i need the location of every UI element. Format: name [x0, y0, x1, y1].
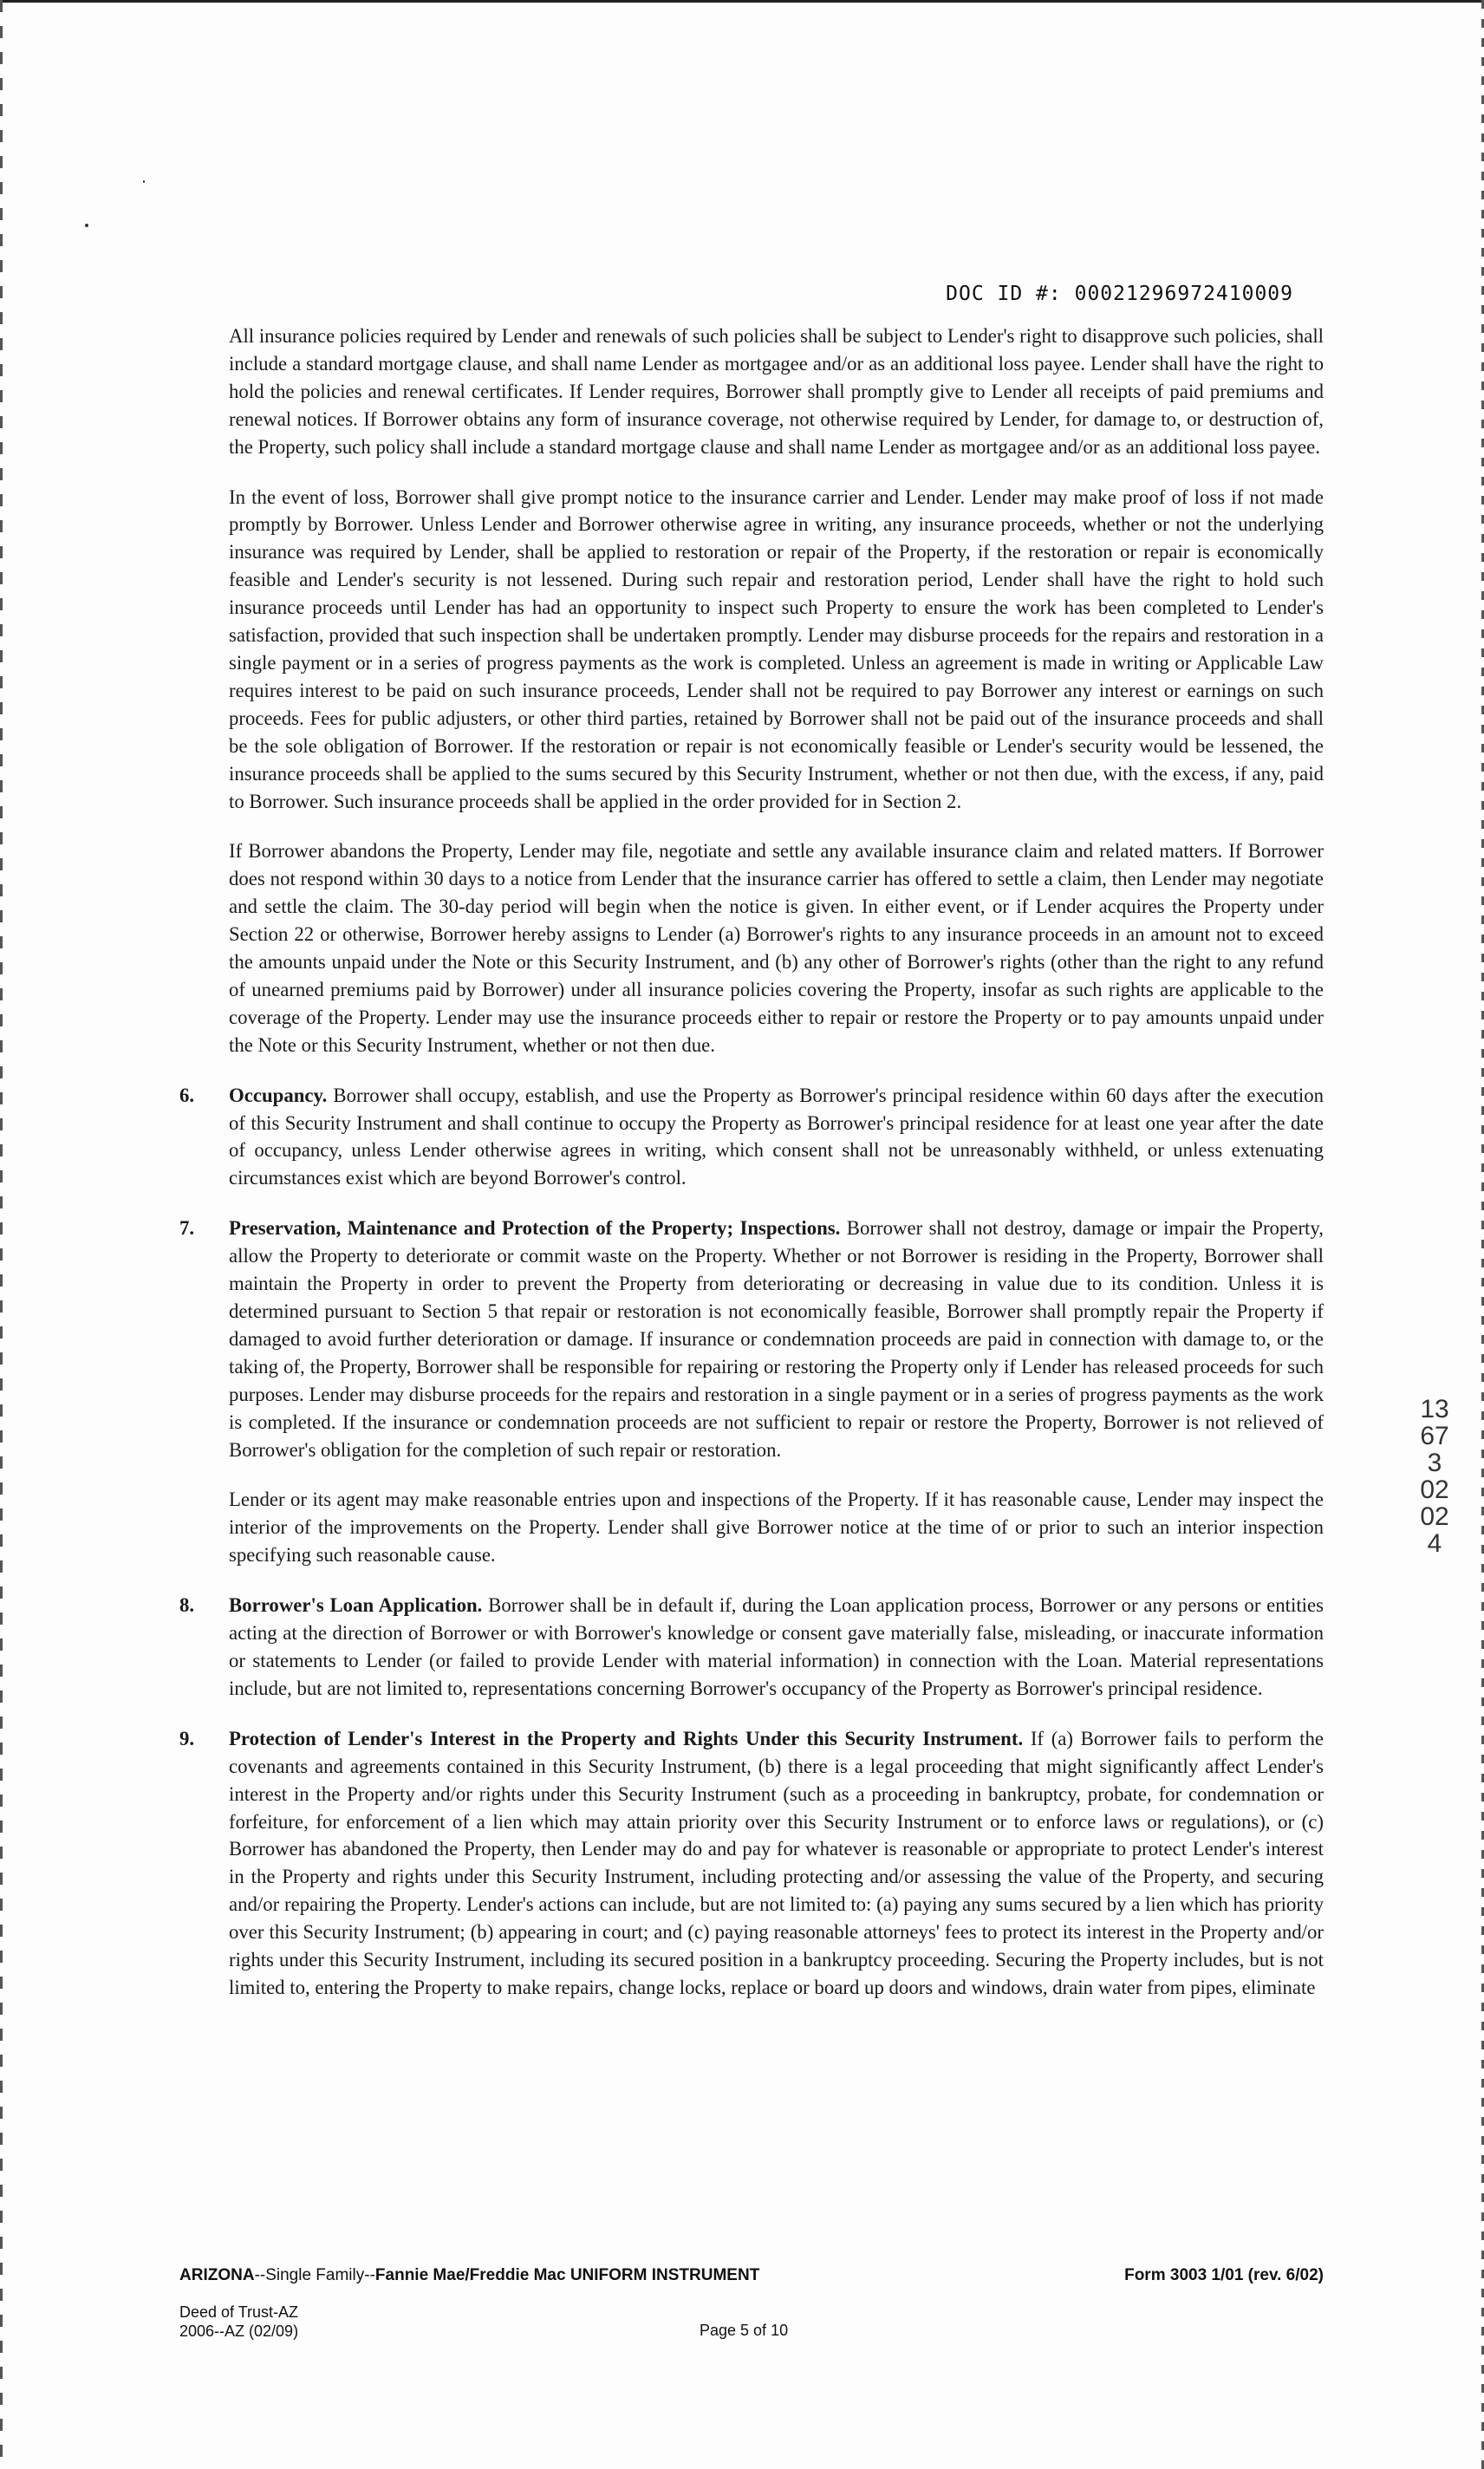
paragraph-insurance-policies: All insurance policies required by Lender and renewals of such policies shall be subject to Lender's right to disapprove such policies, shall include a standard mortgage clause, and shall name Lender as mortgagee and/or as an additional loss payee. Lender shall have the right to hold the policies and renewal certificates. If Lender requires, Borrower shall promptly give to Lender all receipts of paid premiums and renewal notices. If Borrower obtains any form of insurance coverage, not otherwise required by Lender, for damage to, or destruction of, the Property, such policy shall include a standard mortgage clause and shall name Lender as mortgagee and/or as an additional loss payee. — [229, 325, 1324, 458]
footer-title — [179, 2266, 759, 2285]
section-body — [229, 1592, 1324, 1703]
section-body — [229, 1725, 1324, 2002]
section-title: Borrower's Loan Application. — [229, 1594, 483, 1617]
footer-instrument: Fannie Mae/Freddie Mac UNIFORM INSTRUMENT — [374, 2266, 760, 2284]
scan-speck — [85, 224, 88, 227]
scan-left-edge — [0, 0, 3, 2469]
form-code: 2006--AZ (02/09) — [179, 2322, 299, 2340]
section-title: Preservation, Maintenance and Protection of the Property; Inspections. — [229, 1217, 841, 1240]
section-text: Borrower shall be in default if, during the Loan application process, Borrower or any persons or entities acting at the direction of Borrower or with Borrower's knowledge or consent gave materially false, misleading, or inaccurate information or statements to Lender (or failed to provide Lender with material information) in connection with the Loan. Material representations include, but are not limited to, representations concerning Borrower's occupancy of the Property as Borrower's principal residence. — [229, 1594, 1325, 1699]
section-7-preservation — [179, 1215, 1324, 1569]
scan-speck — [143, 180, 145, 183]
section-text: If (a) Borrower fails to perform the covenants and agreements contained in this Security Instrument, (b) there is a legal proceeding that might significantly affect Lender's interest in the Property and/or rights under this Security Instrument (such as a proceeding in bankruptcy, probate, for condemnation or forfeiture, for enforcement of a lien which may attain priority over this Security Instrument or to enforce laws or regulations), or (c) Borrower has abandoned the Property, then Lender may do and pay for whatever is reasonable or appropriate to protect Lender's interest in the Property and rights under this Security Instrument, including protecting and/or assessing the value of the Property, and securing and/or repairing the Property. Lender's actions can include, but are not limited to: (a) paying any sums secured by a lien which has priority over this Security Instrument; (b) appearing in court; and (c) paying reasonable attorneys' fees to protect its interest in the Property and/or rights under this Security Instrument, including its secured position in a bankruptcy proceeding. Securing the Property includes, but is not limited to, entering the Property to make repairs, change locks, replace or board up doors and windows, drain water from pipes, eliminate — [229, 1727, 1324, 1998]
section-text: Borrower shall not destroy, damage or impair the Property, allow the Property to deteriorate or commit waste on the Property. Whether or not Borrower is residing in the Property, Borrower shall maintain the Property in order to prevent the Property from deteriorating or decreasing in value due to its condition. Unless it is determined pursuant to Section 5 that repair or restoration is not economically feasible, Borrower shall promptly repair the Property if damaged to avoid further deterioration or damage. If insurance or condemnation proceeds are paid in connection with damage to, or the taking of, the Property, Borrower shall be responsible for repairing or restoring the Property only if Lender has released proceeds for such purposes. Lender may disburse proceeds for the repairs and restoration in a single payment or in a series of progress payments as the work is completed. If the insurance or condemnation proceeds are not sufficient to repair or restore the Property, Borrower is not relieved of Borrower's obligation for the completion of such repair or restoration. — [229, 1217, 1324, 1461]
form-number: Form 3003 1/01 (rev. 6/02) — [1124, 2266, 1324, 2284]
section-number: 7. — [179, 1217, 195, 1240]
section-number: 8. — [179, 1594, 195, 1617]
section-9-protection — [179, 1725, 1324, 2002]
margin-recording-stamp: 13673 0202 4 — [1420, 1395, 1449, 1558]
section-number: 9. — [179, 1727, 195, 1749]
scan-top-edge — [0, 0, 1484, 3]
document-body — [179, 322, 1324, 2024]
section-title: Protection of Lender's Interest in the Property and Rights Under this Security Instrument. — [229, 1727, 1024, 1749]
section-text-continued: Lender or its agent may make reasonable entries upon and inspections of the Property. If it has reasonable cause, Lender may inspect the interior of the improvements on the Property. Lender shall give Borrower notice at the time of or prior to such an interior inspection specifying such reasonable cause. — [229, 1489, 1324, 1567]
paragraph-abandonment: If Borrower abandons the Property, Lender may file, negotiate and settle any available insurance claim and related matters. If Borrower does not respond within 30 days to a notice from Lender that the insurance carrier has offered to settle a claim, then Lender may negotiate and settle the claim. The 30-day period will begin when the notice is given. In either event, or if Lender acquires the Property under Section 22 or otherwise, Borrower hereby assigns to Lender (a) Borrower's rights to any insurance proceeds in an amount not to exceed the amounts unpaid under the Note or this Security Instrument, and (b) any other of Borrower's rights (other than the right to any refund of unearned premiums paid by Borrower) under all insurance policies covering the Property, insofar as such rights are applicable to the coverage of the Property. Lender may use the insurance proceeds either to repair or restore the Property or to pay amounts unpaid under the Note or this Security Instrument, whether or not then due. — [229, 840, 1324, 1056]
paragraph-event-of-loss: In the event of loss, Borrower shall give prompt notice to the insurance carrier and Lender. Lender may make proof of loss if not made promptly by Borrower. Unless Lender and Borrower otherwise agree in writing, any insurance proceeds, whether or not the underlying insurance was required by Lender, shall be applied to restoration or repair of the Property, if the restoration or repair is economically feasible and Lender's security is not lessened. During such repair and restoration period, Lender shall have the right to hold such insurance proceeds until Lender has had an opportunity to inspect such Property to ensure the work has been completed to Lender's satisfaction, provided that such inspection shall be undertaken promptly. Lender may disburse proceeds for the repairs and restoration in a single payment or in a series of progress payments as the work is completed. Unless an agreement is made in writing or Applicable Law requires interest to be paid on such insurance proceeds, Lender shall not be required to pay Borrower any interest or earnings on such proceeds. Fees for public adjusters, or other third parties, retained by Borrower shall not be paid out of the insurance proceeds and shall be the sole obligation of Borrower. If the restoration or repair is not economically feasible or Lender's security would be lessened, the insurance proceeds shall be applied to the sums secured by this Security Instrument, whether or not then due, with the excess, if any, paid to Borrower. Such insurance proceeds shall be applied in the order provided for in Section 2. — [229, 485, 1324, 812]
page-number: Page 5 of 10 — [700, 2322, 789, 2339]
section-text: Borrower shall occupy, establish, and use the Property as Borrower's principal residence within 60 days after the execution of this Security Instrument and shall continue to occupy the Property as Borrower's principal residence for at least one year after the date of occupancy, unless Lender otherwise agrees in writing, which consent shall not be unreasonably withheld, or unless extenuating circumstances exist which are beyond Borrower's control. — [229, 1084, 1324, 1189]
section-6-occupancy — [179, 1082, 1324, 1193]
deed-label: Deed of Trust-AZ — [179, 2303, 299, 2321]
section-body — [229, 1082, 1324, 1193]
section-number: 6. — [179, 1084, 195, 1106]
footer-separator: --Single Family-- — [254, 2266, 375, 2284]
footer-state: ARIZONA — [179, 2266, 255, 2284]
page-footer — [179, 2266, 1324, 2340]
section-8-loan-application — [179, 1592, 1325, 1703]
section-body — [229, 1215, 1324, 1463]
footer-form-info — [179, 2303, 298, 2341]
section-title: Occupancy. — [229, 1084, 328, 1106]
doc-id: DOC ID #: 00021296972410009 — [946, 283, 1293, 305]
